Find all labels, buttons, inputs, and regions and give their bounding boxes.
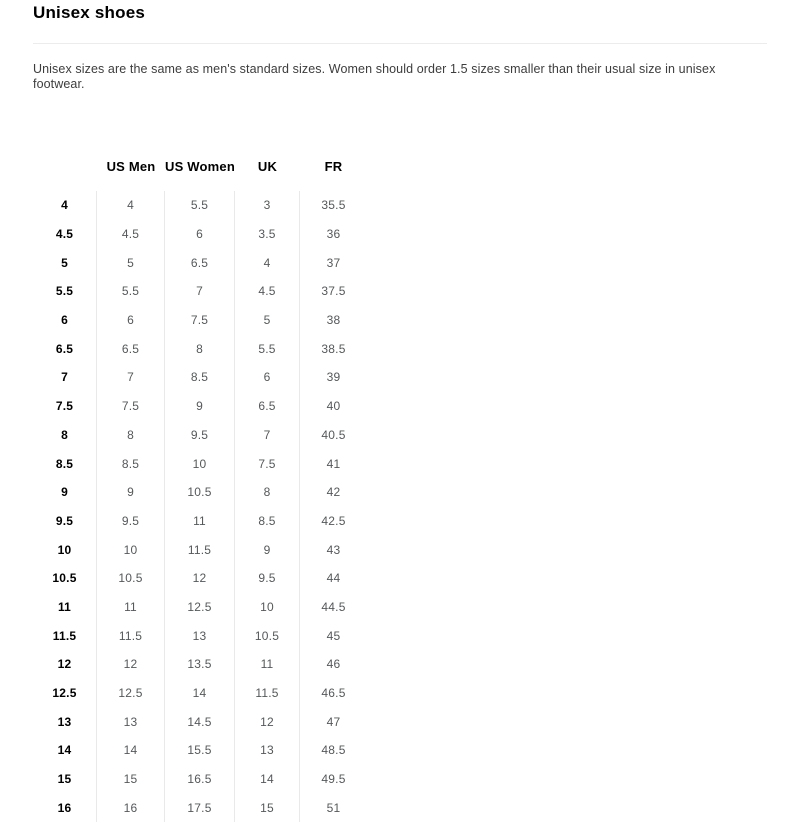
size-value-cell: 6 (165, 220, 235, 249)
size-value-cell: 51 (326, 800, 341, 815)
size-value-cell: 39 (326, 370, 341, 385)
size-value-cell: 7 (235, 421, 300, 450)
table-row (33, 507, 767, 536)
size-value-cell: 13 (165, 621, 235, 650)
size-label-cell: 10 (33, 535, 97, 564)
size-value-cell: 5.5 (165, 191, 235, 220)
size-value-cell: 4 (235, 248, 300, 277)
size-value-cell: 6.5 (165, 248, 235, 277)
table-row (33, 191, 767, 220)
size-label-cell: 8 (33, 421, 97, 450)
size-value-cell: 7 (97, 363, 165, 392)
size-label-cell: 4 (33, 191, 97, 220)
size-label-cell: 10.5 (33, 564, 97, 593)
size-value-cell: 37.5 (321, 284, 346, 299)
size-value-cell: 6 (235, 363, 300, 392)
table-row (33, 363, 767, 392)
size-value-cell: 49.5 (321, 772, 346, 787)
size-label-cell: 16 (33, 793, 97, 822)
table-row (33, 449, 767, 478)
size-value-cell: 5.5 (235, 334, 300, 363)
table-row (33, 793, 767, 822)
size-value-cell: 5.5 (97, 277, 165, 306)
table-row (33, 248, 767, 277)
size-value-cell: 46.5 (321, 686, 346, 701)
size-value-cell: 11 (165, 507, 235, 536)
column-header-fr: FR (324, 158, 343, 174)
size-value-cell: 10 (97, 535, 165, 564)
size-value-cell: 11 (235, 650, 300, 679)
column-header-uk: UK (257, 158, 278, 174)
size-label-cell: 9 (33, 478, 97, 507)
table-row (33, 334, 767, 363)
size-label-cell: 5 (33, 248, 97, 277)
size-value-cell: 12 (97, 650, 165, 679)
size-value-cell: 13.5 (165, 650, 235, 679)
size-label-cell: 5.5 (33, 277, 97, 306)
size-value-cell: 47 (326, 714, 341, 729)
size-value-cell: 8 (97, 421, 165, 450)
size-value-cell: 7.5 (165, 306, 235, 335)
size-value-cell: 7.5 (235, 449, 300, 478)
size-value-cell: 40 (326, 399, 341, 414)
size-value-cell: 13 (235, 736, 300, 765)
size-value-cell: 48.5 (321, 743, 346, 758)
size-label-cell: 12.5 (33, 679, 97, 708)
size-value-cell: 14 (97, 736, 165, 765)
size-value-cell: 44 (326, 571, 341, 586)
size-value-cell: 10 (165, 449, 235, 478)
size-value-cell: 9.5 (165, 421, 235, 450)
title-divider (33, 43, 767, 44)
size-label-cell: 6.5 (33, 334, 97, 363)
size-value-cell: 15 (235, 793, 300, 822)
size-value-cell: 13 (97, 707, 165, 736)
size-value-cell: 14 (235, 765, 300, 794)
table-row (33, 392, 767, 421)
table-row (33, 478, 767, 507)
table-row (33, 306, 767, 335)
size-value-cell: 17.5 (165, 793, 235, 822)
size-value-cell: 11.5 (235, 679, 300, 708)
size-label-cell: 8.5 (33, 449, 97, 478)
size-label-cell: 14 (33, 736, 97, 765)
size-value-cell: 14.5 (165, 707, 235, 736)
size-value-cell: 16 (97, 793, 165, 822)
size-value-cell: 36 (326, 227, 341, 242)
size-value-cell: 42.5 (321, 513, 346, 528)
unisex-size-note: Unisex sizes are the same as men's standard sizes. Women should order 1.5 sizes smaller than their usual size in unisex footwear. (33, 62, 716, 91)
size-value-cell: 10.5 (165, 478, 235, 507)
size-label-cell: 11 (33, 593, 97, 622)
size-value-cell: 44.5 (321, 599, 346, 614)
size-label-cell: 9.5 (33, 507, 97, 536)
size-value-cell: 38 (326, 313, 341, 328)
size-value-cell: 41 (326, 456, 341, 471)
table-row (33, 277, 767, 306)
size-value-cell: 14 (165, 679, 235, 708)
table-row (33, 736, 767, 765)
table-header-row (33, 154, 767, 178)
column-header-us-men: US Men (106, 158, 156, 174)
table-row (33, 564, 767, 593)
size-value-cell: 16.5 (165, 765, 235, 794)
size-value-cell: 8 (165, 334, 235, 363)
size-value-cell: 10 (235, 593, 300, 622)
size-value-cell: 5 (97, 248, 165, 277)
size-value-cell: 40.5 (321, 427, 346, 442)
table-row (33, 765, 767, 794)
size-value-cell: 43 (326, 542, 341, 557)
table-row (33, 220, 767, 249)
table-row (33, 593, 767, 622)
size-value-cell: 5 (235, 306, 300, 335)
size-value-cell: 9.5 (97, 507, 165, 536)
size-value-cell: 4 (97, 191, 165, 220)
table-row (33, 650, 767, 679)
size-value-cell: 12 (165, 564, 235, 593)
size-value-cell: 9 (97, 478, 165, 507)
table-row (33, 679, 767, 708)
size-value-cell: 42 (326, 485, 341, 500)
size-value-cell: 11 (97, 593, 165, 622)
size-value-cell: 10.5 (235, 621, 300, 650)
size-value-cell: 15.5 (165, 736, 235, 765)
size-value-cell: 8.5 (235, 507, 300, 536)
size-label-cell: 7.5 (33, 392, 97, 421)
table-row (33, 535, 767, 564)
size-value-cell: 7.5 (97, 392, 165, 421)
size-value-cell: 9 (165, 392, 235, 421)
size-value-cell: 12.5 (165, 593, 235, 622)
size-label-cell: 7 (33, 363, 97, 392)
size-value-cell: 10.5 (97, 564, 165, 593)
size-value-cell: 8 (235, 478, 300, 507)
size-label-cell: 11.5 (33, 621, 97, 650)
column-header-us-women: US Women (165, 158, 235, 174)
table-row (33, 707, 767, 736)
size-value-cell: 15 (97, 765, 165, 794)
size-value-cell: 9 (235, 535, 300, 564)
table-body (33, 191, 767, 822)
size-value-cell: 3 (235, 191, 300, 220)
size-value-cell: 4.5 (97, 220, 165, 249)
size-label-cell: 6 (33, 306, 97, 335)
size-value-cell: 9.5 (235, 564, 300, 593)
size-value-cell: 45 (326, 628, 341, 643)
size-value-cell: 6.5 (97, 334, 165, 363)
size-value-cell: 12 (235, 707, 300, 736)
size-label-cell: 4.5 (33, 220, 97, 249)
size-value-cell: 7 (165, 277, 235, 306)
size-value-cell: 8.5 (97, 449, 165, 478)
size-label-cell: 12 (33, 650, 97, 679)
size-label-cell: 15 (33, 765, 97, 794)
size-conversion-table (33, 154, 767, 822)
size-value-cell: 11.5 (165, 535, 235, 564)
size-value-cell: 35.5 (321, 198, 346, 213)
size-value-cell: 46 (326, 657, 341, 672)
size-value-cell: 37 (326, 255, 341, 270)
size-value-cell: 6.5 (235, 392, 300, 421)
size-value-cell: 4.5 (235, 277, 300, 306)
size-value-cell: 3.5 (235, 220, 300, 249)
table-row (33, 421, 767, 450)
size-label-cell: 13 (33, 707, 97, 736)
table-row (33, 621, 767, 650)
size-value-cell: 12.5 (97, 679, 165, 708)
page-title: Unisex shoes (33, 3, 146, 22)
size-value-cell: 11.5 (97, 621, 165, 650)
size-value-cell: 8.5 (165, 363, 235, 392)
size-value-cell: 6 (97, 306, 165, 335)
size-value-cell: 38.5 (321, 341, 346, 356)
